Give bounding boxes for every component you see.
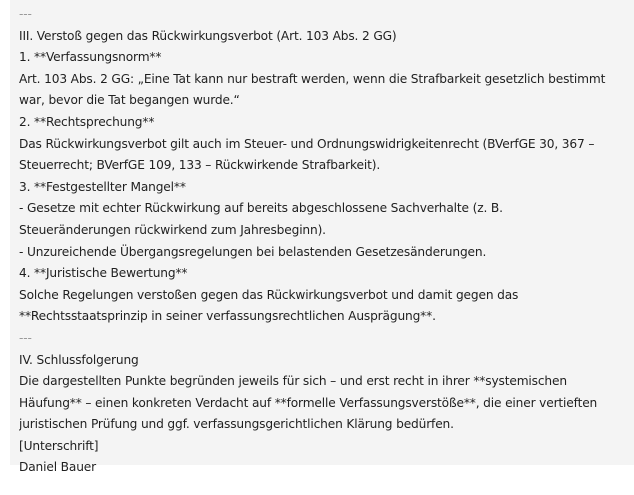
- subheading-verfassungsnorm: 1. **Verfassungsnorm**: [19, 50, 162, 65]
- author-name: Daniel Bauer: [19, 460, 96, 475]
- bullet-line: - Gesetze mit echter Rückwirkung auf bereits abgeschlossene Sachverhalte (z. B.: [19, 201, 503, 216]
- section-heading-iii: III. Verstoß gegen das Rückwirkungsverbot (Art. 103 Abs. 2 GG): [19, 28, 397, 43]
- subheading-juristische-bewertung: 4. **Juristische Bewertung**: [19, 266, 188, 281]
- subheading-festgestellter-mangel: 3. **Festgestellter Mangel**: [19, 179, 186, 194]
- text-line: juristischen Prüfung und ggf. verfassungsgerichtlichen Klärung bedürfen.: [19, 417, 454, 432]
- section-heading-iv: IV. Schlussfolgerung: [19, 352, 139, 367]
- separator-line: ---: [19, 7, 32, 21]
- text-line: Art. 103 Abs. 2 GG: „Eine Tat kann nur bestraft werden, wenn die Strafbarkeit gesetzlich bestimmt: [19, 71, 606, 86]
- document-text-panel: [10, 0, 634, 475]
- subheading-rechtsprechung: 2. **Rechtsprechung**: [19, 114, 155, 129]
- text-line: Das Rückwirkungsverbot gilt auch im Steuer- und Ordnungswidrigkeitenrecht (BVerfGE 30, 367 –: [19, 136, 595, 151]
- text-line: Die dargestellten Punkte begründen jeweils für sich – und erst recht in ihrer **systemischen: [19, 374, 567, 389]
- bullet-line: - Unzureichende Übergangsregelungen bei belastenden Gesetzesänderungen.: [19, 244, 487, 259]
- text-line: Steuerrecht; BVerfGE 109, 133 – Rückwirkende Strafbarkeit).: [19, 158, 381, 173]
- text-line: **Rechtsstaatsprinzip in seiner verfassungsrechtlichen Ausprägung**.: [19, 309, 436, 324]
- text-line: Häufung** – einen konkreten Verdacht auf **formelle Verfassungsverstöße**, die einer vertieften: [19, 395, 598, 410]
- text-line: war, bevor die Tat begangen wurde.“: [19, 93, 240, 108]
- text-line: Solche Regelungen verstoßen gegen das Rückwirkungsverbot und damit gegen das: [19, 287, 519, 302]
- separator-line: ---: [19, 330, 32, 345]
- text-line: Steueränderungen rückwirkend zum Jahresbeginn).: [19, 222, 326, 237]
- signature-placeholder: [Unterschrift]: [19, 438, 99, 453]
